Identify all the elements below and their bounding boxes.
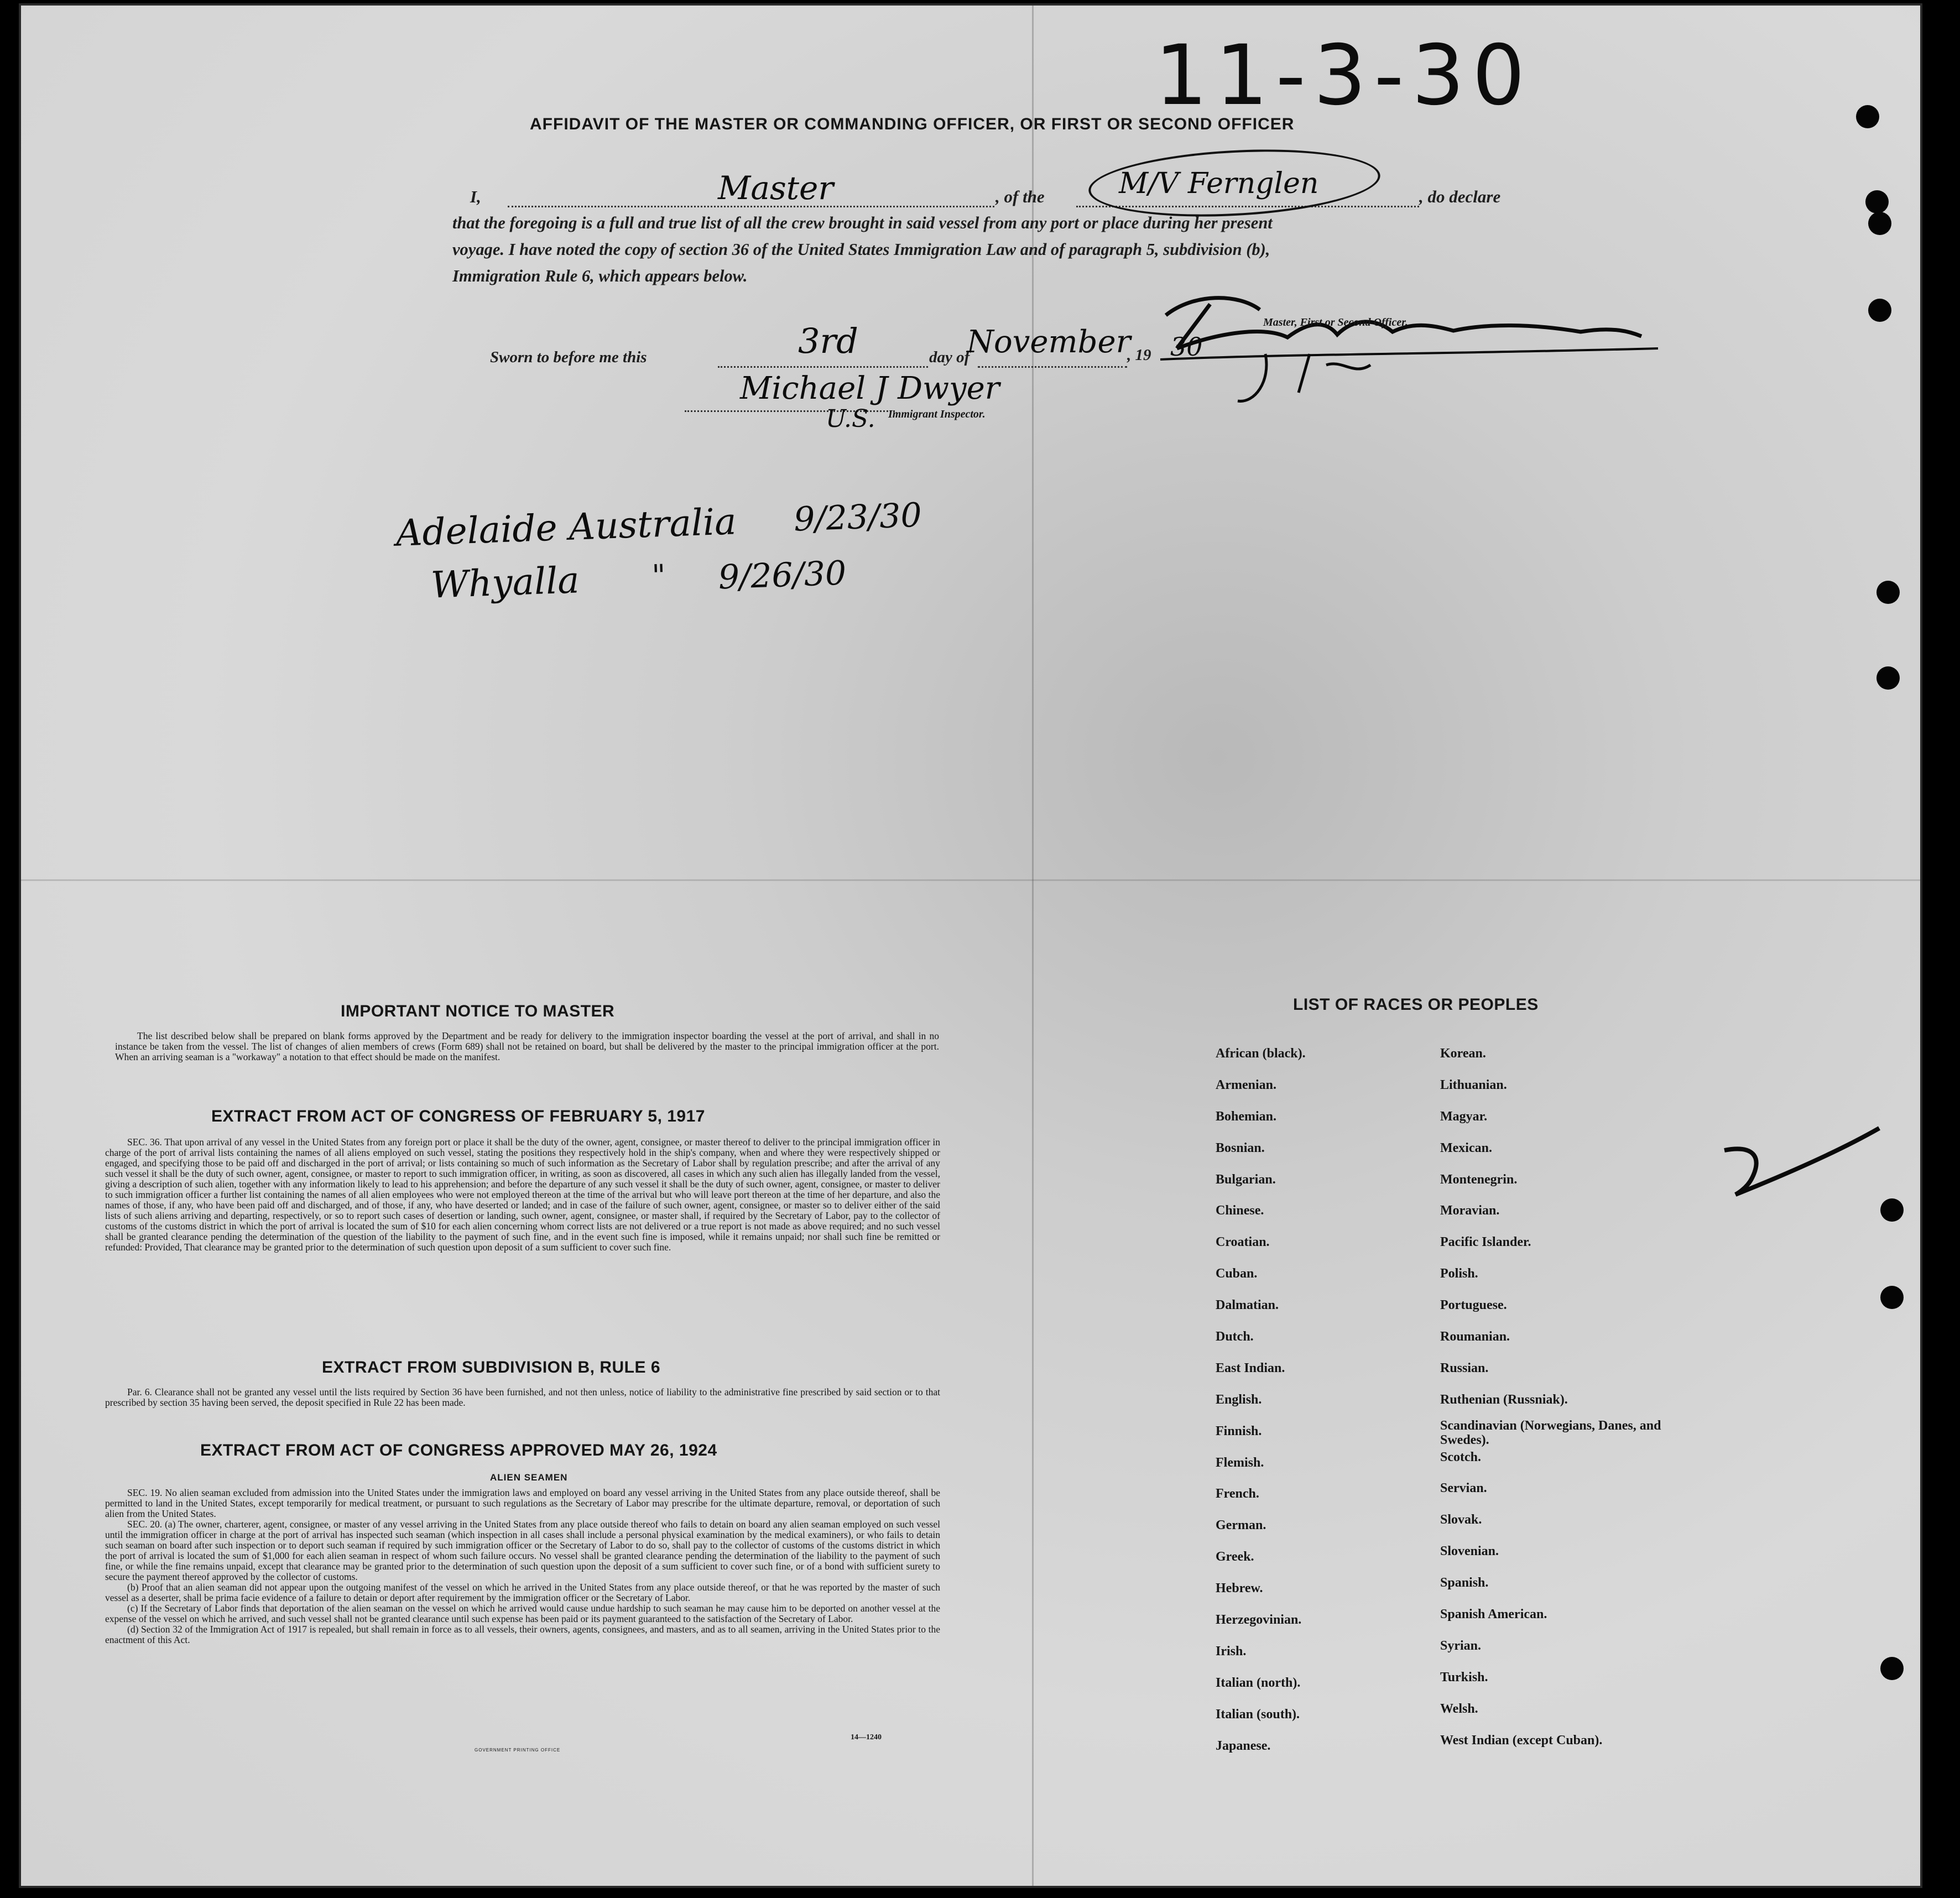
document-page <box>19 3 1922 1888</box>
binder-hole <box>1880 1286 1904 1309</box>
race-item: Roumanian. <box>1440 1329 1510 1344</box>
race-item: East Indian. <box>1216 1360 1285 1375</box>
declaration-line-3: voyage. I have noted the copy of section 36 of the United States Immigration Law and of paragraph 5, subdivision (b), <box>452 240 1270 259</box>
race-item: Slovenian. <box>1440 1544 1499 1559</box>
race-item: Pacific Islander. <box>1440 1235 1531 1250</box>
fold-crease-horizontal <box>21 879 1920 881</box>
inspector-caption: Immigrant Inspector. <box>888 408 986 420</box>
year-prefix: , 19 <box>1127 346 1151 364</box>
rank-value: Master <box>718 169 834 207</box>
section-20c-text: (c) If the Secretary of Labor finds that deportation of the alien seaman on the vessel on which he arrived would cause undue hardship to such seaman he may cause him to be deported on another vessel at the expense of the vessel on which he arrived, and such vessel shall not be granted clearance until such expense has been paid or its payment guaranteed to the satisfaction of the Secretary of Labor. <box>105 1603 940 1624</box>
race-item: Syrian. <box>1440 1638 1482 1653</box>
port-place: Adelaide Australia <box>395 500 737 555</box>
extract-1924-body <box>105 1488 940 1645</box>
race-item: English. <box>1216 1392 1262 1407</box>
race-item: Slovak. <box>1440 1513 1482 1527</box>
race-item: Spanish American. <box>1440 1607 1547 1622</box>
races-right-column <box>1440 1046 1661 1764</box>
master-signature <box>1144 271 1669 415</box>
check-mark <box>1702 1112 1885 1206</box>
declaration-i: I, <box>470 187 481 206</box>
handwritten-date: 11-3-30 <box>1155 28 1533 124</box>
race-item: Mexican. <box>1440 1140 1492 1155</box>
of-the-label: , of the <box>995 187 1045 206</box>
races-left-column <box>1216 1046 1306 1770</box>
ports-block <box>395 494 922 633</box>
binder-hole <box>1880 1657 1904 1680</box>
binder-hole <box>1876 581 1900 604</box>
extract-rule6-text: Par. 6. Clearance shall not be granted any vessel until the lists required by Section 36 have been furnished, and not then unless, notice of liability to the administrative fine prescribed by said section or to that prescribed by section 35 having been served, the deposit specified in Rule 22 has been made. <box>105 1386 940 1408</box>
inspector-signature: Michael J Dwyer <box>740 371 1000 406</box>
race-item: Dalmatian. <box>1216 1298 1279 1313</box>
race-item: Scotch. <box>1440 1449 1481 1464</box>
race-item: Italian (south). <box>1216 1707 1300 1722</box>
race-item: Portuguese. <box>1440 1298 1507 1313</box>
form-number: 14—1240 <box>851 1733 882 1741</box>
race-item: Ruthenian (Russniak). <box>1440 1392 1568 1407</box>
race-item: Chinese. <box>1216 1203 1264 1218</box>
race-item: Lithuanian. <box>1440 1077 1507 1092</box>
vessel-name: M/V Fernglen <box>1119 167 1319 200</box>
alien-seamen-subtitle: ALIEN SEAMEN <box>490 1472 568 1483</box>
race-item: Turkish. <box>1440 1670 1488 1685</box>
race-item: Dutch. <box>1216 1329 1254 1344</box>
race-item: Bosnian. <box>1216 1140 1265 1155</box>
race-item: Croatian. <box>1216 1235 1270 1250</box>
race-item: Flemish. <box>1216 1455 1264 1470</box>
extract-rule6-title: EXTRACT FROM SUBDIVISION B, RULE 6 <box>322 1358 661 1376</box>
inspector-prefix: U.S. <box>826 405 875 433</box>
declaration-line-4: Immigration Rule 6, which appears below. <box>452 267 748 285</box>
race-item: Cuban. <box>1216 1266 1258 1281</box>
race-item: Irish. <box>1216 1644 1247 1659</box>
affidavit-title: AFFIDAVIT OF THE MASTER OR COMMANDING OFFICER, OR FIRST OR SECOND OFFICER <box>530 115 1295 133</box>
notice-text: The list described below shall be prepared on blank forms approved by the Department and be ready for delivery to the immigration inspector boarding the vessel at the port of arrival, and shall in no instance be taken from the vessel. The list of changes of alien members of crews (Form 689) shall not be retained on board, but shall be delivered by the master to the principal immigration officer at the port. When an arriving seaman is a "workaway" a notation to that effect should be made on the manifest. <box>115 1030 939 1062</box>
race-item: Polish. <box>1440 1266 1478 1281</box>
race-item: German. <box>1216 1518 1266 1533</box>
section-20a-text: SEC. 20. (a) The owner, charterer, agent, consignee, or master of any vessel arriving in the United States from any place outside thereof who fails to detain on board any alien seaman employed on such vessel until the immigration officer in charge at the port of arrival has inspected such seaman (which inspection in all cases shall include a personal physical examination by the medical examiners), or who fails to detain such seaman on board after such inspection or to deport such seaman if required by such immigration officer or the Secretary of Labor to do so, shall pay to the collector of customs of the customs district in which the port of arrival is located the sum of $1,000 for each alien seaman in respect of whom such failure occurs. No vessel shall be granted clearance pending the determination of the liability to the payment of such fine, or while the fine remains unpaid, except that clearance may be granted prior to the determination of such question upon the deposit of a sum sufficient to cover such fine, or of a bond with sufficient surety to secure the payment thereof approved by the collector of customs. <box>105 1519 940 1582</box>
binder-hole <box>1876 666 1900 690</box>
section-20d-text: (d) Section 32 of the Immigration Act of 1917 is repealed, but shall remain in force as to all vessels, their owners, agents, consignees, and masters, and as to all seamen, arriving in the United States prior to the enactment of this Act. <box>105 1624 940 1645</box>
day-line <box>718 366 928 368</box>
extract-1917-title: EXTRACT FROM ACT OF CONGRESS OF FEBRUARY 5, 1917 <box>211 1107 705 1125</box>
port-place: Whyalla <box>430 559 580 607</box>
race-item: Greek. <box>1216 1550 1254 1565</box>
port-date: 9/26/30 <box>717 554 847 597</box>
year-suffix: 30 <box>1170 332 1203 362</box>
race-item: Russian. <box>1440 1360 1489 1375</box>
signature-caption: Master, First or Second Officer. <box>1263 316 1408 328</box>
race-item: Italian (north). <box>1216 1675 1301 1690</box>
section-20b-text: (b) Proof that an alien seaman did not appear upon the outgoing manifest of the vessel on which he arrived in the United States from any place outside thereof, or that he was reported by the master of such vessel as a deserter, shall be prima facie evidence of a failure to detain or deport after requirement by the immigration officer or the Secretary of Labor. <box>105 1582 940 1603</box>
month-line <box>978 366 1127 368</box>
sworn-month: November <box>967 324 1131 360</box>
extract-1924-title: EXTRACT FROM ACT OF CONGRESS APPROVED MAY 26, 1924 <box>200 1441 717 1459</box>
sworn-day: 3rd <box>798 321 858 361</box>
race-item: Finnish. <box>1216 1423 1262 1438</box>
race-item: Bulgarian. <box>1216 1172 1276 1187</box>
section-19-text: SEC. 19. No alien seaman excluded from admission into the United States under the immigration laws and employed on board any vessel arriving in the United States from any place outside thereof, shall be permitted to land in the United States, except temporarily for medical treatment, or pursuant to such regulations as the Secretary of Labor may prescribe for the ultimate departure, removal, or deportation of such alien from the United States. <box>105 1487 940 1519</box>
notice-title: IMPORTANT NOTICE TO MASTER <box>341 1002 615 1020</box>
race-item: Servian. <box>1440 1481 1487 1496</box>
binder-hole <box>1865 190 1889 213</box>
race-item: Moravian. <box>1440 1203 1500 1218</box>
do-declare-label: , do declare <box>1419 187 1501 206</box>
sworn-prefix: Sworn to before me this <box>490 348 647 366</box>
binder-hole <box>1868 212 1891 235</box>
declaration-line-2: that the foregoing is a full and true list of all the crew brought in said vessel from any port or place during her present <box>452 213 1273 232</box>
port-ditto: " <box>651 557 666 593</box>
fold-crease-vertical <box>1032 6 1034 1886</box>
races-title: LIST OF RACES OR PEOPLES <box>1293 995 1539 1014</box>
race-item: Bohemian. <box>1216 1109 1277 1124</box>
race-item: Spanish. <box>1440 1576 1489 1591</box>
race-item: Japanese. <box>1216 1738 1271 1753</box>
race-item: Magyar. <box>1440 1109 1488 1124</box>
race-item: Hebrew. <box>1216 1581 1263 1596</box>
race-item: Montenegrin. <box>1440 1172 1518 1187</box>
port-date: 9/23/30 <box>793 496 922 539</box>
race-item: Herzegovinian. <box>1216 1613 1302 1628</box>
race-item: Korean. <box>1440 1046 1486 1061</box>
race-item: Armenian. <box>1216 1077 1276 1092</box>
day-of-label: day of <box>929 348 970 366</box>
race-item: West Indian (except Cuban). <box>1440 1733 1603 1748</box>
binder-hole <box>1856 105 1879 128</box>
race-item: African (black). <box>1216 1046 1306 1061</box>
binder-hole <box>1868 299 1891 322</box>
printer-imprint: GOVERNMENT PRINTING OFFICE <box>475 1748 561 1753</box>
extract-1917-text: SEC. 36. That upon arrival of any vessel in the United States from any foreign port or place it shall be the duty of the owner, agent, consignee, or master thereof to deliver to the principal immigration officer in charge of the port of arrival lists containing the names of all aliens employed on such vessel, stating the positions they respectively hold in the ship's company, when and where they were respectively shipped or engaged, and specifying those to be paid off and discharged in the port of arrival; or lists containing so much of such information as the Secretary of Labor shall by regulation prescribe; and after the arrival of any such vessel it shall be the duty of such owner, agent, consignee, or master to report to such immigration officer, in writing, as soon as discovered, all cases in which any such alien has illegally landed from the vessel, giving a description of such alien, together with any information likely to lead to his apprehension; and before the departure of any such vessel it shall be the duty of such owner, agent, consignee, or master to deliver to such immigration officer a further list containing the names of all alien employees who were not employed thereon at the time of the arrival but who will leave port thereon at the time of her departure, and also the names of those, if any, who have been paid off and discharged, and of those, if any, who have deserted or landed; and in case of the failure of such owner, agent, consignee, or master so to deliver either of the said lists of such aliens arriving and departing, respectively, or so to report such cases of desertion or landing, such owner, agent, consignee, or master shall, if required by the Secretary of Labor, pay to the collector of customs of the customs district in which the port of arrival is located the sum of $10 for each alien concerning whom correct lists are not delivered or a true report is not made as above required; and no such vessel shall be granted clearance pending the determination of the question of the liability to the payment of such fine, and in the event such fine is imposed, while it remains unpaid; nor shall such fine be remitted or refunded: Provided, That clearance may be granted prior to the determination of such question upon deposit of a sum sufficient to cover such fine. <box>105 1136 940 1253</box>
race-item: French. <box>1216 1487 1259 1501</box>
race-item: Welsh. <box>1440 1701 1478 1716</box>
race-item: Scandinavian (Norwegians, Danes, and Swedes). <box>1440 1418 1661 1447</box>
